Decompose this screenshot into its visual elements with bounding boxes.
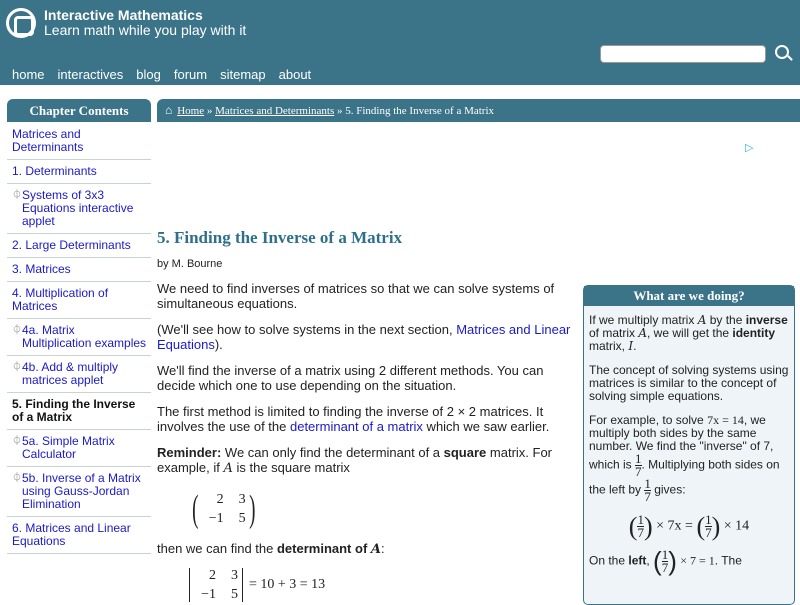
determinant-equation [189, 568, 572, 602]
link-matrices-linear-equations[interactable]: Matrices and Linear Equations [157, 322, 571, 352]
cell: 5 [238, 510, 246, 526]
breadcrumb-sep: » [336, 105, 343, 117]
site-title[interactable]: Interactive Mathematics [44, 7, 203, 23]
text: then we can find the [157, 541, 277, 556]
text: , we multiply both sides by the same number. We find the "inverse" of 7, which is [589, 413, 774, 472]
text: : [380, 541, 385, 556]
home-icon[interactable]: ⌂ [165, 103, 173, 117]
sidebar-item-label: 4a. Matrix Multiplication examples [22, 323, 147, 350]
den: 7 [644, 489, 651, 504]
ad-choices-icon[interactable]: ▷ [745, 142, 754, 154]
info-box [583, 285, 795, 605]
nav-sitemap[interactable]: sitemap [220, 67, 266, 82]
mouse-icon: ⏀ [12, 473, 22, 484]
sidebar-item-label: 4b. Add & multiply matrices applet [22, 360, 119, 387]
sidebar-item-label: 3. Matrices [12, 262, 71, 276]
sidebar-item-label: 4. Multiplication of Matrices [12, 286, 109, 313]
paren: ( [192, 488, 199, 530]
cell: 5 [231, 587, 238, 602]
sidebar-item-label: Matrices and Determinants [12, 127, 84, 154]
sidebar-item[interactable] [7, 258, 151, 282]
sidebar-item-label: 6. Matrices and Linear Equations [12, 521, 131, 548]
den: 7 [661, 560, 669, 575]
sidebar-item-label: 5a. Simple Matrix Calculator [22, 434, 115, 461]
article [157, 228, 572, 602]
cell: 3 [238, 491, 246, 507]
math: × 14 [723, 518, 750, 534]
paragraph [157, 445, 572, 476]
paragraph [157, 404, 572, 434]
sidebar-item-label: 1. Determinants [12, 164, 97, 178]
mouse-icon: ⏀ [12, 190, 22, 201]
math: A [223, 461, 233, 476]
breadcrumb-home[interactable]: Home [177, 105, 205, 117]
link-determinant[interactable]: determinant of a matrix [289, 419, 423, 434]
num: 1 [644, 476, 651, 491]
text: ). [214, 337, 223, 352]
nav-forum[interactable]: forum [173, 67, 208, 82]
math: 7x = 14 [707, 413, 744, 427]
math: A [370, 542, 381, 557]
math: × 7x = [656, 518, 693, 534]
byline: by M. Bourne [157, 258, 223, 270]
sidebar-item-label: Systems of 3x3 Equations interactive applet [22, 188, 134, 228]
sidebar-item[interactable] [7, 393, 151, 430]
text: . The [714, 553, 742, 568]
text: We can only find the determinant of a [221, 445, 444, 460]
num: 1 [635, 451, 642, 466]
text: (We'll see how to solve systems in the next section, [157, 322, 457, 337]
breadcrumb-current: 5. Finding the Inverse of a Matrix [345, 105, 495, 117]
paren: ) [248, 488, 256, 530]
breadcrumb [157, 99, 800, 122]
paragraph [589, 414, 789, 503]
paragraph [589, 314, 789, 353]
search-input[interactable] [600, 45, 766, 63]
sidebar-item-label: 2. Large Determinants [12, 238, 131, 252]
text: inverse [745, 313, 788, 327]
sidebar-item-label: 5b. Inverse of a Matrix using Gauss-Jordan Elimination [22, 471, 141, 511]
sidebar-item[interactable] [7, 184, 151, 234]
paragraph [157, 322, 572, 352]
search-icon[interactable] [775, 45, 789, 59]
text: The first method is limited to finding the inverse of 2 × 2 matrices. It involves the use of the [157, 404, 544, 434]
text: by the [706, 313, 746, 327]
chapter-contents-heading: Chapter Contents [7, 99, 151, 122]
den: 7 [635, 464, 642, 479]
text: of matrix [589, 326, 639, 340]
paragraph: We need to find inverses of matrices so that we can solve systems of simultaneous equations. [157, 281, 555, 311]
cell: −1 [201, 587, 216, 602]
reminder-label: Reminder: [157, 445, 222, 460]
num: 1 [637, 512, 644, 527]
info-box-title: What are we doing? [584, 286, 794, 306]
breadcrumb-parent[interactable]: Matrices and Determinants [215, 105, 335, 117]
text: If we multiply matrix [589, 313, 698, 327]
num: 1 [661, 547, 669, 562]
math: A [638, 326, 648, 340]
text: determinant of [276, 541, 371, 556]
den: 7 [705, 525, 712, 540]
sidebar-item[interactable] [7, 517, 151, 554]
paragraph: On the left, ( $\frac{1}{7}$ ) × 7 = 1. The [589, 546, 742, 576]
cell: −1 [208, 510, 224, 526]
text: . Multiplying both sides on the left by [589, 457, 780, 497]
nav-about[interactable]: about [278, 67, 312, 82]
nav-blog[interactable]: blog [136, 67, 161, 82]
text: matrix. For example, if [157, 445, 553, 475]
paragraph: The concept of solving systems using matrices is similar to the concept of solving simple equations. [589, 363, 789, 403]
sidebar-item[interactable] [7, 282, 151, 319]
text: identity [732, 326, 776, 340]
text: which we saw earlier. [422, 419, 550, 434]
num: 1 [705, 512, 712, 527]
sidebar-item[interactable] [7, 430, 151, 467]
mouse-icon: ⏀ [12, 325, 22, 336]
site-header [0, 0, 800, 85]
mouse-icon: ⏀ [12, 436, 22, 447]
paragraph: We'll find the inverse of a matrix using 2 different methods. You can decide which one to use depending on the situation. [157, 363, 544, 393]
determinant-result: = 10 + 3 = 13 [249, 577, 326, 592]
cell: 2 [216, 491, 224, 507]
sidebar-item[interactable] [7, 467, 151, 517]
nav-home[interactable]: home [12, 67, 45, 82]
text: square [443, 445, 487, 460]
main-nav [12, 67, 311, 82]
sidebar-item-label: 5. Finding the Inverse of a Matrix [12, 397, 136, 424]
math: A [697, 313, 707, 327]
cell: 2 [209, 568, 216, 583]
text: is the square matrix [232, 460, 350, 475]
sidebar-item[interactable] [7, 356, 151, 393]
cell: 3 [231, 568, 238, 583]
sidebar-item[interactable] [7, 319, 151, 356]
breadcrumb-sep: » [206, 105, 213, 117]
mouse-icon: ⏀ [12, 362, 22, 373]
site-tagline: Learn math while you play with it [44, 22, 247, 38]
logo-icon[interactable] [6, 8, 36, 38]
paragraph [157, 541, 572, 557]
sidebar-item[interactable] [7, 234, 151, 258]
text: On the [589, 553, 629, 568]
text: , we will get the [647, 326, 733, 340]
text: matrix, [589, 339, 629, 353]
sidebar-item[interactable] [7, 123, 151, 160]
text: gives: [650, 482, 686, 497]
sidebar-item[interactable] [7, 160, 151, 184]
nav-interactives[interactable]: interactives [57, 67, 124, 82]
math: × 7 = 1 [680, 553, 715, 568]
equation: ( $\frac{1}{7}$ ) × 7x = ( $\frac{1}{7}$ ) × 14 [628, 512, 750, 541]
matrix-a [189, 487, 258, 531]
text: left [628, 553, 647, 568]
chapter-sidebar [7, 123, 151, 554]
den: 7 [637, 525, 644, 540]
math: I [628, 339, 634, 353]
text: For example, to solve [589, 413, 708, 427]
page-title: 5. Finding the Inverse of a Matrix [157, 228, 403, 247]
text: . [633, 339, 637, 353]
